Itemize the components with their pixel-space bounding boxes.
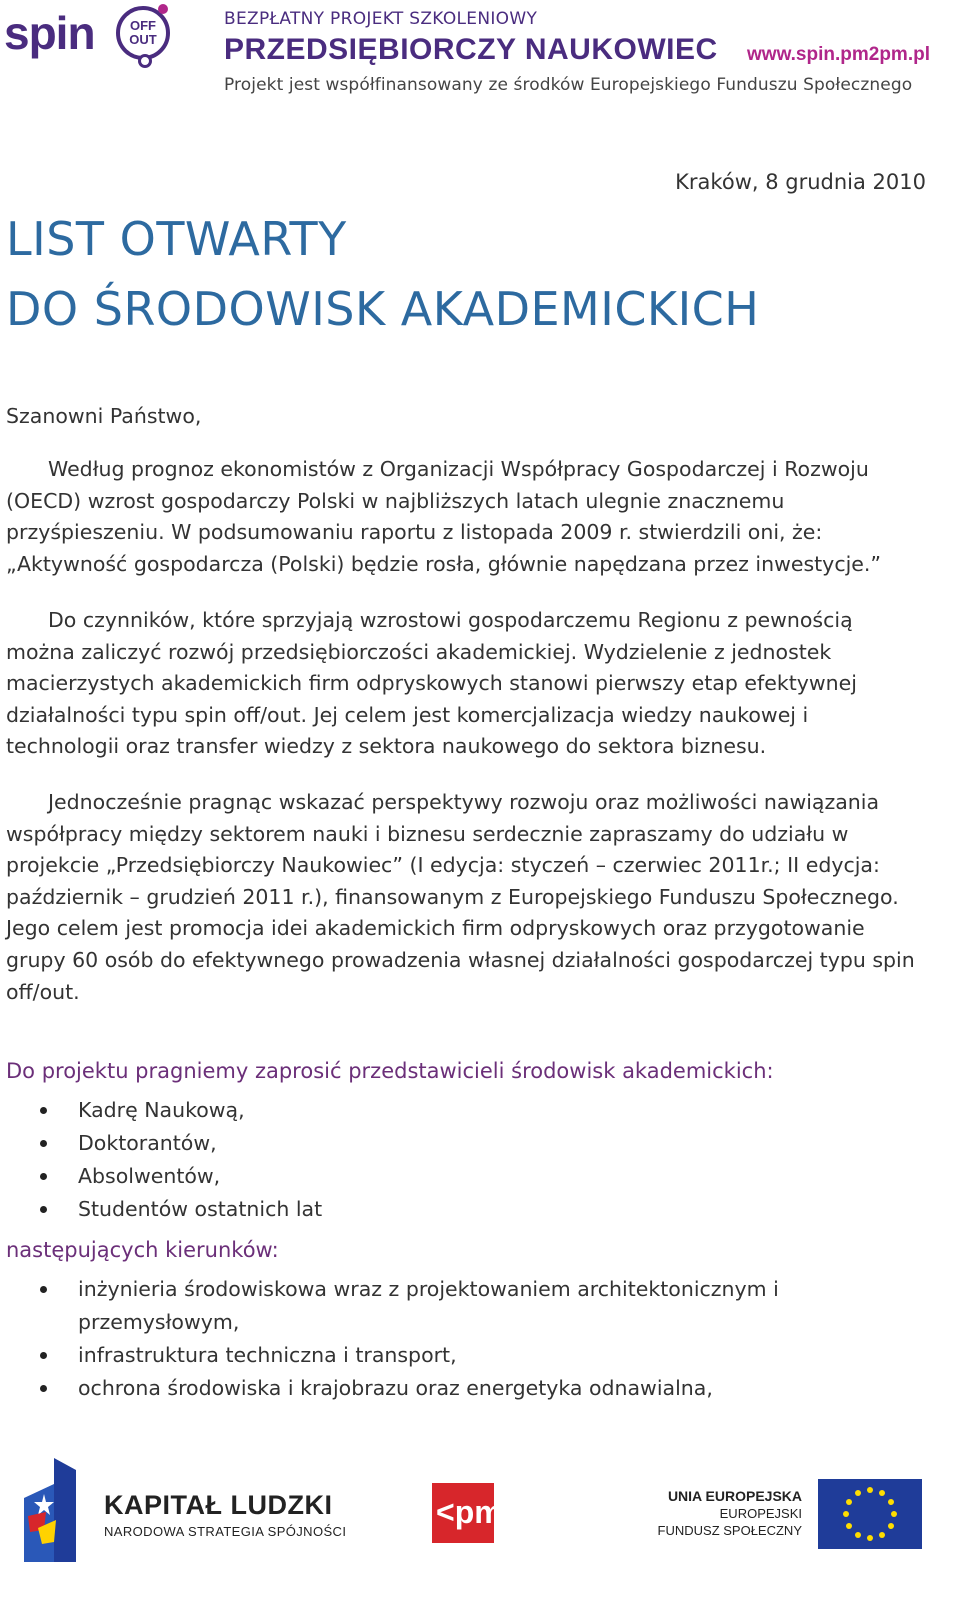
bullet-icon	[40, 1107, 47, 1114]
logo-dot	[158, 4, 168, 14]
paragraph: Według prognoz ekonomistów z Organizacji Współpracy Gospodarczej i Rozwoju (OECD) wzrost gospodarczy Polski w najbliższych latach ulegnie znacznemu przyśpieszeniu. W podsumowaniu raportu z listopada 2009 r. stwierdzili oni, że: „Aktywność gospodarcza (Polski) będzie rosła, głównie napędzana przez inwestycje.”	[6, 457, 882, 576]
header-project-name: PRZEDSIĘBIORCZY NAUKOWIEC	[224, 33, 718, 66]
eu-union-label: UNIA EUROPEJSKA	[667, 1488, 802, 1504]
paragraph: Jednocześnie pragnąc wskazać perspektywy rozwoju oraz możliwości nawiązania współpracy między sektorem nauki i biznesu serdecznie zapraszamy do udziału w projekcie „Przedsiębiorczy Naukowiec” (I edycja: styczeń – czerwiec 2011r.; II edycja: październik – grudzień 2011 r.), finansowanym z Europejskiego Funduszu Społecznego. Jego celem jest promocja idei akademickich firm odpryskowych oraz przygotowanie grupy 60 osób do efektywnego prowadzenia własnej działalności gospodarczej typu spin off/out.	[6, 790, 915, 1004]
eu-fund-label-line2: FUNDUSZ SPOŁECZNY	[657, 1523, 802, 1538]
bullet-icon	[40, 1140, 47, 1147]
kapital-ludzki-name: KAPITAŁ LUDZKI	[104, 1490, 333, 1520]
kapital-ludzki-logo-icon	[24, 1458, 76, 1562]
off-out-logo	[116, 6, 170, 60]
list-item	[36, 1372, 816, 1405]
pm2pm-logo-text: <pm2pm>	[436, 1494, 588, 1530]
list-item-text: Studentów ostatnich lat	[78, 1197, 323, 1221]
list-item-text: Doktorantów,	[78, 1131, 217, 1155]
letter-title-line2: DO ŚRODOWISK AKADEMICKICH	[6, 282, 760, 336]
logo-off-text: OFF	[130, 18, 156, 33]
fields-list	[36, 1273, 816, 1405]
list-item	[36, 1193, 322, 1226]
list-item	[36, 1273, 816, 1339]
list-item-text: inżynieria środowiskowa wraz z projektowaniem architektonicznym i przemysłowym,	[78, 1277, 779, 1334]
list-item	[36, 1339, 816, 1372]
header-cofinancing-note: Projekt jest współfinansowany ze środków Europejskiego Funduszu Społecznego	[224, 75, 913, 95]
logo-ring	[138, 54, 152, 68]
bullet-icon	[40, 1286, 47, 1293]
logo-out-text: OUT	[129, 32, 157, 47]
invitees-heading: Do projektu pragniemy zaprosić przedstawicieli środowisk akademickich:	[6, 1059, 774, 1083]
invitees-list	[36, 1094, 322, 1226]
fields-heading: następujących kierunków:	[6, 1238, 279, 1262]
salutation: Szanowni Państwo,	[6, 404, 202, 428]
bullet-icon	[40, 1173, 47, 1180]
spin-logo: spin	[4, 7, 95, 59]
letter-title-line1: LIST OTWARTY	[6, 212, 347, 266]
list-item-text: ochrona środowiska i krajobrazu oraz energetyka odnawialna,	[78, 1376, 713, 1400]
bullet-icon	[40, 1206, 47, 1213]
pm2pm-logo	[432, 1483, 588, 1543]
list-item	[36, 1160, 322, 1193]
list-item	[36, 1094, 322, 1127]
bullet-icon	[40, 1385, 47, 1392]
eu-flag-icon	[818, 1479, 922, 1549]
list-item-text: Kadrę Naukową,	[78, 1098, 245, 1122]
list-item-text: Absolwentów,	[78, 1164, 221, 1188]
header-subtitle: BEZPŁATNY PROJEKT SZKOLENIOWY	[224, 9, 538, 29]
paragraph: Do czynników, które sprzyjają wzrostowi gospodarczemu Regionu z pewnością można zaliczyć rozwój przedsiębiorczości akademickiej. Wydzielenie z jednostek macierzystych akademickich firm odpryskowych stanowi pierwszy etap efektywnej działalności typu spin off/out. Jej celem jest komercjalizacja wiedzy naukowej i technologii oraz transfer wiedzy z sektora naukowego do sektora biznesu.	[6, 608, 857, 759]
eu-fund-label-line1: EUROPEJSKI	[719, 1506, 802, 1521]
list-item-text: infrastruktura techniczna i transport,	[78, 1343, 457, 1367]
letter-date: Kraków, 8 grudnia 2010	[675, 170, 926, 194]
header-url[interactable]: www.spin.pm2pm.pl	[747, 44, 930, 65]
list-item	[36, 1127, 322, 1160]
kapital-ludzki-subtitle: NARODOWA STRATEGIA SPÓJNOŚCI	[104, 1524, 347, 1539]
bullet-icon	[40, 1352, 47, 1359]
